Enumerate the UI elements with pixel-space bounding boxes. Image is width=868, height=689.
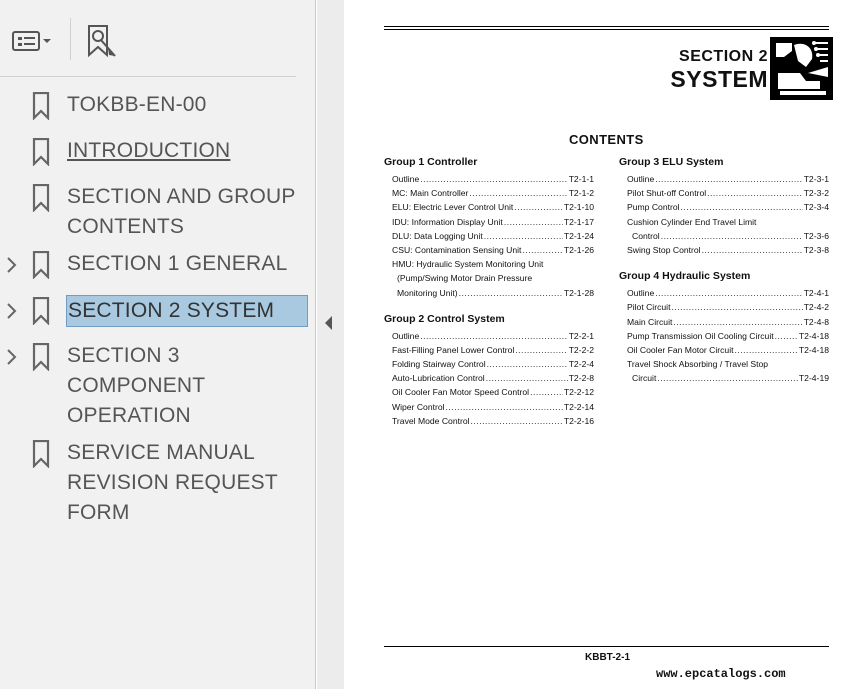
toc-entry-title: Travel Shock Absorbing / Travel Stop [627, 359, 769, 370]
toc-group-heading: Group 4 Hydraulic System [619, 270, 751, 283]
toc-leader-dots [707, 186, 803, 200]
toc-entry-title: Outline [627, 288, 655, 299]
toc-entry[interactable] [619, 371, 829, 385]
page-footer-code: KBBT-2-1 [585, 652, 631, 663]
bookmark-label: INTRODUCTION [67, 139, 231, 162]
toc-entry-page: T2-1-26 [563, 244, 594, 255]
bookmark-icon [32, 297, 50, 325]
toc-entry-title: Cushion Cylinder End Travel Limit [627, 216, 757, 227]
bookmark-label: SECTION 2 SYSTEM [66, 295, 308, 327]
toc-entry-page: T2-2-8 [568, 373, 594, 384]
toc-entry-page: T2-3-2 [803, 188, 829, 199]
footer-rule [384, 646, 829, 647]
toc-entry-page: T2-2-2 [568, 344, 594, 355]
toc-leader-dots [420, 329, 567, 343]
toc-entry-page: T2-4-1 [803, 288, 829, 299]
toc-entry-page: T2-4-19 [798, 373, 829, 384]
toc-leader-dots [702, 243, 803, 257]
toc-leader-dots [471, 414, 563, 428]
toc-entry[interactable] [619, 343, 829, 357]
toc-entry-page: T2-1-17 [563, 216, 594, 227]
toc-leader-dots [530, 385, 563, 399]
toc-entry-page: T2-4-2 [803, 302, 829, 313]
toc-entry-title: Main Circuit [627, 316, 673, 327]
contents-right-column [619, 155, 829, 385]
toc-entry-page: T2-1-1 [568, 174, 594, 184]
toc-leader-dots [469, 186, 567, 200]
toc-entry[interactable] [384, 215, 594, 229]
toc-entry-title: Oil Cooler Fan Motor Circuit [627, 344, 734, 355]
toc-entry-title: Pump Control [627, 202, 680, 213]
bookmark-label: SECTION 1 GENERAL [67, 252, 288, 275]
toc-entry[interactable] [619, 243, 829, 257]
toc-entry-page: T2-3-8 [803, 244, 829, 255]
panel-splitter[interactable] [317, 0, 344, 689]
toc-entry-title: Monitoring Unit) [397, 287, 458, 298]
toc-entry[interactable] [619, 200, 829, 214]
toc-leader-dots [671, 300, 802, 314]
toc-leader-dots [515, 343, 567, 357]
bookmark-icon [32, 440, 50, 468]
toc-leader-dots [681, 200, 803, 214]
toc-leader-dots [775, 329, 798, 343]
toc-leader-dots [420, 172, 567, 186]
toc-entry-title: Folding Stairway Control [392, 359, 486, 370]
toc-entry-title: Circuit [632, 373, 657, 384]
toc-group-heading: Group 2 Control System [384, 312, 505, 325]
toc-entry-page: T2-2-14 [563, 401, 594, 412]
toc-entry-page: T2-3-6 [803, 230, 829, 241]
toc-entry-page: T2-4-8 [803, 316, 829, 327]
watermark-text: www.epcatalogs.com [656, 667, 786, 681]
toc-leader-dots [657, 371, 798, 385]
toc-entry-page: T2-2-16 [563, 415, 594, 426]
toc-entry[interactable] [384, 400, 594, 414]
toc-entry-title: Outline [392, 330, 420, 341]
toc-entry-continuation: (Pump/Swing Motor Drain Pressure [397, 273, 533, 284]
toc-entry-title: Pump Transmission Oil Cooling Circuit [627, 330, 774, 341]
bookmark-icon [32, 138, 50, 166]
toc-entry[interactable] [384, 357, 594, 371]
toc-entry-page: T2-1-2 [568, 188, 594, 199]
toc-entry[interactable] [384, 243, 594, 257]
toc-entry[interactable] [384, 286, 594, 300]
bookmark-label: SERVICE MANUAL REVISION REQUEST FORM [67, 441, 278, 524]
toc-leader-dots [522, 243, 562, 257]
toc-leader-dots [514, 200, 563, 214]
toc-entry-title: Control [632, 230, 660, 241]
toc-leader-dots [486, 371, 568, 385]
toc-entry[interactable] [384, 414, 594, 428]
toc-entry[interactable] [619, 300, 829, 314]
bookmark-icon [32, 343, 50, 371]
toc-group-heading: Group 1 Controller [384, 156, 478, 168]
toc-leader-dots [661, 229, 803, 243]
chevron-right-icon[interactable] [4, 255, 18, 275]
toc-entry[interactable] [619, 329, 829, 343]
toc-entry[interactable] [384, 229, 594, 243]
toc-entry-page: T2-3-4 [803, 202, 829, 213]
toc-entry-title: Outline [627, 174, 655, 184]
toc-entry-page: T2-1-28 [563, 287, 594, 298]
toc-leader-dots [484, 229, 563, 243]
toc-entry-page: T2-3-1 [803, 174, 829, 184]
toc-entry-page: T2-1-10 [563, 202, 594, 213]
toc-entry-title: HMU: Hydraulic System Monitoring Unit [392, 259, 544, 270]
toc-entry[interactable] [619, 172, 829, 186]
toc-leader-dots [446, 400, 563, 414]
toc-leader-dots [504, 215, 563, 229]
toc-entry-title: Pilot Circuit [627, 302, 671, 313]
toc-entry-title: DLU: Data Logging Unit [392, 230, 483, 241]
bookmark-label: SECTION 3 COMPONENT OPERATION [67, 344, 206, 427]
toc-leader-dots [735, 343, 798, 357]
toc-entry-page: T2-4-18 [798, 330, 829, 341]
toc-entry-title: MC: Main Controller [392, 188, 469, 199]
toc-entry-page: T2-2-4 [568, 359, 594, 370]
toc-entry[interactable] [384, 186, 594, 200]
toc-entry-page: T2-2-12 [563, 387, 594, 398]
toc-entry[interactable] [384, 343, 594, 357]
toc-entry[interactable] [619, 215, 829, 229]
toolbar-separator [70, 18, 71, 60]
collapse-panel-icon[interactable] [324, 315, 334, 331]
bookmark-icon [32, 184, 50, 212]
toc-entry-title: Wiper Control [392, 401, 445, 412]
toc-entry-title: Auto-Lubrication Control [392, 373, 485, 384]
toc-entry[interactable] [619, 315, 829, 329]
toc-entry[interactable] [384, 172, 594, 186]
toc-leader-dots [655, 286, 802, 300]
toc-entry-title: CSU: Contamination Sensing Unit [392, 244, 522, 255]
header-rule-top [384, 26, 829, 27]
toc-entry-page: T2-1-24 [563, 230, 594, 241]
contents-left-column [384, 155, 594, 428]
toc-entry-title: Fast-Filling Panel Lower Control [392, 344, 515, 355]
section-name: SYSTEM [670, 66, 768, 92]
bookmarks-toolbar [0, 0, 296, 77]
toc-entry-title: Pilot Shut-off Control [627, 188, 707, 199]
chevron-down-icon [41, 36, 53, 46]
toc-group-heading: Group 3 ELU System [619, 156, 724, 168]
toc-entry[interactable] [619, 186, 829, 200]
header-rule-bottom [384, 29, 829, 30]
document-page [344, 0, 868, 689]
toc-entry-title: ELU: Electric Lever Control Unit [392, 202, 514, 213]
toc-leader-dots [459, 286, 563, 300]
toc-entry[interactable] [384, 200, 594, 214]
section-title [670, 48, 768, 92]
bookmarks-panel [0, 0, 316, 689]
bookmark-label: SECTION AND GROUP CONTENTS [67, 185, 296, 238]
chevron-right-icon[interactable] [4, 301, 18, 321]
bookmark-icon [32, 92, 50, 120]
toc-entry[interactable] [384, 371, 594, 385]
toc-entry-title: Oil Cooler Fan Motor Speed Control [392, 387, 530, 398]
toc-entry-page: T2-2-1 [568, 330, 594, 341]
toc-entry[interactable] [619, 286, 829, 300]
toc-entry-page: T2-4-18 [798, 344, 829, 355]
list-options-icon [11, 29, 41, 53]
toc-entry-title: Outline [392, 174, 420, 184]
toc-leader-dots [655, 172, 802, 186]
options-menu-button[interactable] [6, 27, 58, 55]
toc-entry[interactable] [384, 385, 594, 399]
find-bookmark-button[interactable] [82, 22, 120, 60]
section-emblem-icon [770, 37, 833, 100]
toc-leader-dots [487, 357, 568, 371]
toc-leader-dots [673, 315, 802, 329]
toc-entry-title: Swing Stop Control [627, 244, 701, 255]
toc-entry[interactable] [619, 229, 829, 243]
toc-entry[interactable] [384, 257, 594, 271]
toc-entry[interactable] [619, 357, 829, 371]
toc-entry[interactable] [384, 329, 594, 343]
bookmark-search-icon [84, 23, 118, 59]
bookmark-icon [32, 251, 50, 279]
toc-entry-title: IDU: Information Display Unit [392, 216, 503, 227]
contents-heading: CONTENTS [569, 132, 644, 147]
bookmark-label: TOKBB-EN-00 [67, 93, 207, 116]
toc-entry-title: Travel Mode Control [392, 415, 470, 426]
chevron-right-icon[interactable] [4, 347, 18, 367]
section-number: SECTION 2 [679, 48, 768, 65]
